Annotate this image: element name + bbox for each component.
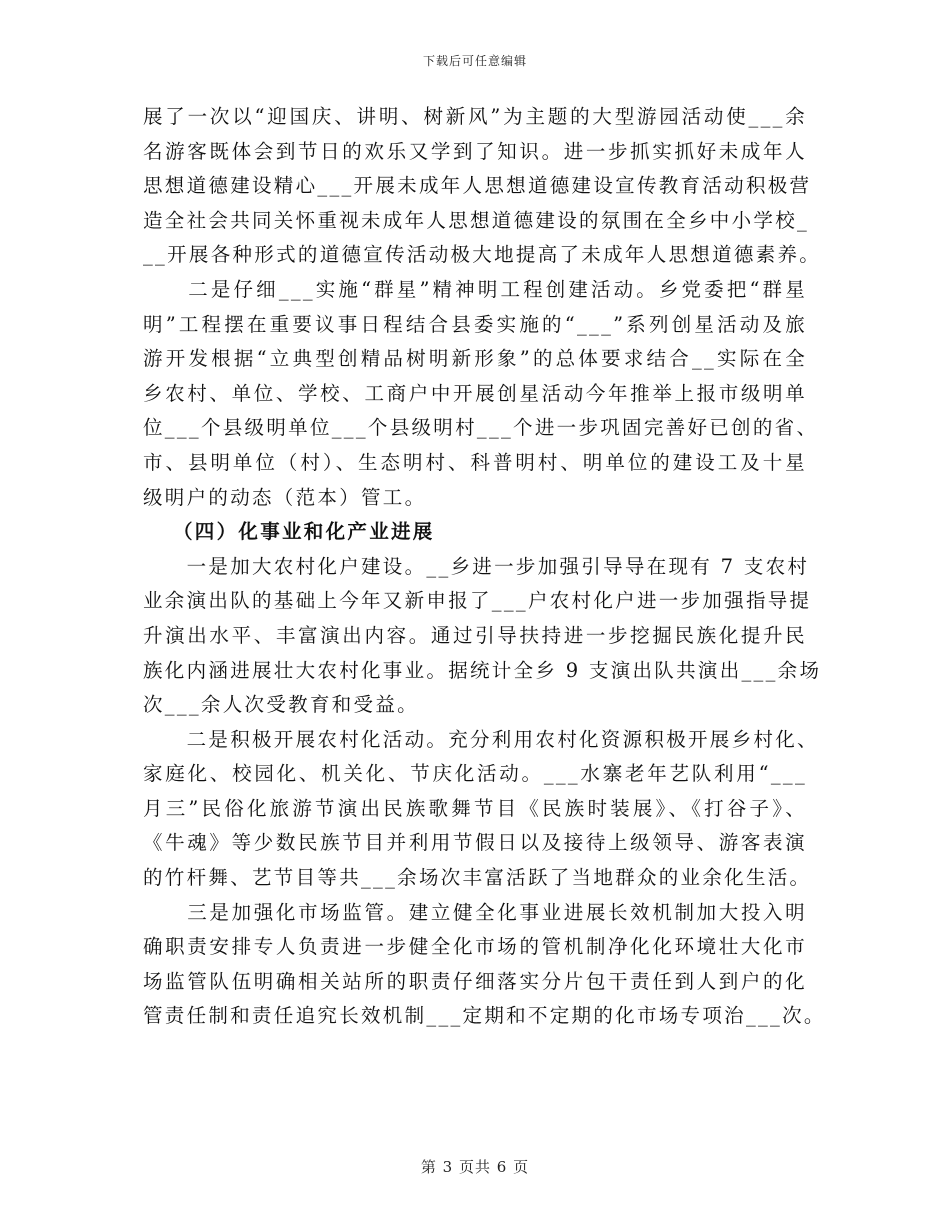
text-line: 级明户的动态（范本）管工。 — [143, 485, 427, 509]
text-line: 月三”民俗化旅游节演出民族歌舞节目《民族时装展》、《打谷子》、 — [143, 796, 807, 820]
text-line: 位___个县级明单位___个县级明村___个进一步巩固完善好已创的省、 — [143, 416, 819, 440]
text-line: 管责任制和责任追究长效机制___定期和不定期的化市场专项治___次。 — [143, 1004, 826, 1028]
text-line: 二是仔细___实施“群星”精神明工程创建活动。乡党委把“群星 — [143, 277, 807, 301]
text-line: 业余演出队的基础上今年又新申报了___户农村化户进一步加强指导提 — [143, 589, 812, 613]
page-footer: 第 3 页共 6 页 — [420, 1158, 530, 1176]
text-line: 明”工程摆在重要议事日程结合县委实施的“___”系列创星活动及旅 — [143, 312, 807, 336]
text-line: 名游客既体会到节日的欢乐又学到了知识。进一步抓实抓好未成年人 — [143, 139, 807, 163]
text-line: 二是积极开展农村化活动。充分利用农村化资源积极开展乡村化、 — [143, 727, 819, 751]
text-line: 展了一次以“迎国庆、讲明、树新风”为主题的大型游园活动使___余 — [143, 105, 807, 128]
text-line: 一是加大农村化户建设。__乡进一步加强引导导在现有 7 支农村 — [143, 554, 810, 578]
section-heading: （四）化事业和化产业进展 — [173, 520, 435, 544]
text-line: 游开发根据“立典型创精品树明新形象”的总体要求结合__实际在全 — [143, 347, 807, 371]
text-line: 三是加强化市场监管。建立健全化事业进展长效机制加大投入明 — [143, 900, 807, 924]
document-body — [143, 100, 826, 1034]
text-line: __开展各种形式的道德宣传活动极大地提高了未成年人思想道德素养。 — [143, 243, 822, 267]
text-line: 造全社会共同关怀重视未成年人思想道德建设的氛围在全乡中小学校_ — [143, 208, 810, 232]
text-line: 次___余人次受教育和受益。 — [143, 693, 419, 717]
text-line: 场监管队伍明确相关站所的职责仔细落实分片包干责任到人到户的化 — [143, 969, 807, 993]
text-line: 的竹杆舞、艺节目等共___余场次丰富活跃了当地群众的业余化生活。 — [143, 866, 812, 890]
text-line: 族化内涵进展壮大农村化事业。据统计全乡 9 支演出队共演出___余场 — [143, 658, 822, 682]
text-line: 《牛魂》等少数民族节目并利用节假日以及接待上级领导、游客表演 — [143, 831, 807, 855]
page-header: 下载后可任意编辑 — [422, 54, 527, 68]
text-line: 乡农村、单位、学校、工商户中开展创星活动今年推举上报市级明单 — [143, 381, 807, 405]
text-line: 确职责安排专人负责进一步健全化市场的管机制净化化环境壮大化市 — [143, 935, 807, 959]
text-line: 市、县明单位（村）、生态明村、科普明村、明单位的建设工及十星 — [143, 450, 807, 474]
text-line: 思想道德建设精心___开展未成年人思想道德建设宣传教育活动积极营 — [143, 174, 812, 198]
text-line: 家庭化、校园化、机关化、节庆化活动。___水寨老年艺队利用“___ — [143, 762, 807, 786]
text-line: 升演出水平、丰富演出内容。通过引导扶持进一步挖掘民族化提升民 — [143, 623, 807, 647]
